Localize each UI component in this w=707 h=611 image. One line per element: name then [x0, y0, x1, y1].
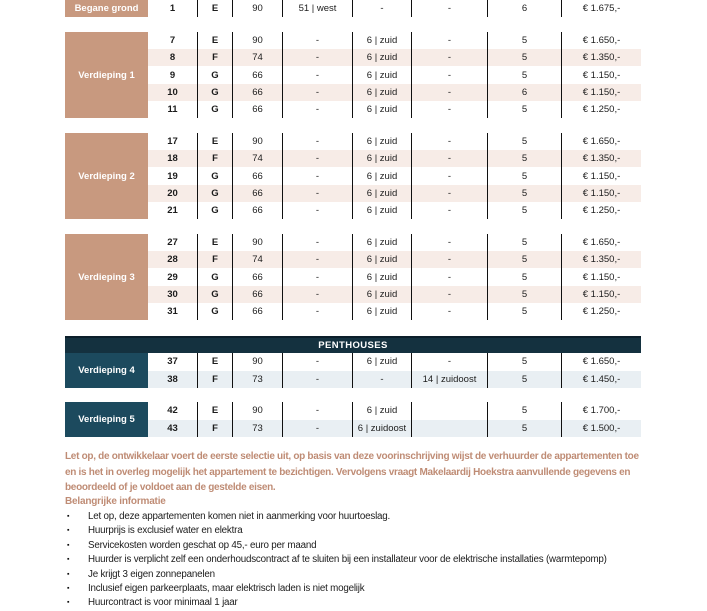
- table-cell-col4: -: [283, 202, 353, 219]
- table-cell-col7: 5: [488, 49, 562, 66]
- floor-label: Verdieping 2: [65, 133, 148, 219]
- penthouses-section-header: PENTHOUSES: [65, 336, 641, 353]
- table-cell-col5: 6 | zuid: [353, 101, 412, 118]
- bullet-marker-icon: ▪: [67, 556, 70, 564]
- table-cell-col6: -: [412, 101, 488, 118]
- table-row: [148, 286, 641, 303]
- table-cell-col6: -: [412, 150, 488, 167]
- table-cell-col4: -: [283, 185, 353, 202]
- table-cell-type: E: [198, 0, 233, 17]
- table-cell-number: 20: [148, 185, 198, 202]
- table-cell-type: E: [198, 133, 233, 150]
- table-cell-col7: 5: [488, 402, 562, 420]
- bullet-text: Servicekosten worden geschat op 45,- euro per maand: [88, 539, 317, 551]
- table-cell-number: 18: [148, 150, 198, 167]
- table-cell-col7: 5: [488, 167, 562, 184]
- table-cell-col4: -: [283, 84, 353, 101]
- selection-note: Let op, de ontwikkelaar voert de eerste selectie uit, op basis van deze voorinschrijving wijst de verhuurder de appartementen toe en is het in overleg mogelijk het appartement te bezichtigen. Vervolgens vraagt Makelaardij Hoekstra aanvullende gegevens en beoordeeld of je voldoet aan de gestelde eisen.: [65, 451, 639, 493]
- bullet-item: [65, 553, 705, 567]
- important-info-heading: Belangrijke informatie: [65, 496, 166, 507]
- table-cell-col6: -: [412, 286, 488, 303]
- table-row: [148, 185, 641, 202]
- table-cell-number: 29: [148, 268, 198, 285]
- table-cell-col4: -: [283, 371, 353, 389]
- table-cell-type: E: [198, 353, 233, 371]
- table-cell-col6: -: [412, 32, 488, 49]
- table-cell-area: 90: [233, 133, 283, 150]
- table-cell-price: € 1.150,-: [582, 86, 621, 98]
- table-cell-col5: 6 | zuid: [353, 185, 412, 202]
- bullet-text: Huurder is verplicht zelf een onderhoudscontract af te sluiten bij een installateur voor de elektrische installaties (warmtepomp): [88, 554, 607, 566]
- table-cell-col6: -: [412, 202, 488, 219]
- table-cell-number: 21: [148, 202, 198, 219]
- bullet-marker-icon: ▪: [67, 599, 70, 607]
- table-cell-number: 11: [148, 101, 198, 118]
- table-cell-number: 43: [148, 420, 198, 438]
- table-cell-number: 30: [148, 286, 198, 303]
- table-cell-price: € 1.450,-: [582, 373, 621, 385]
- table-cell-col5: 6 | zuid: [353, 150, 412, 167]
- table-cell-col5: 6 | zuid: [353, 286, 412, 303]
- table-cell-col5: 6 | zuid: [353, 32, 412, 49]
- table-cell-col4: -: [283, 402, 353, 420]
- table-cell-col4: -: [283, 49, 353, 66]
- table-cell-type: E: [198, 234, 233, 251]
- table-cell-col4: -: [283, 303, 353, 320]
- table-cell-col6: [412, 420, 488, 438]
- table-cell-col5: 6 | zuidoost: [353, 420, 412, 438]
- table-cell-type: E: [198, 402, 233, 420]
- table-row: [148, 32, 641, 49]
- table-cell-type: G: [198, 185, 233, 202]
- table-cell-price: € 1.350,-: [582, 52, 621, 64]
- table-cell-col7: 5: [488, 101, 562, 118]
- table-row: [148, 66, 641, 83]
- table-cell-type: G: [198, 167, 233, 184]
- bullet-text: Huurprijs is exclusief water en elektra: [88, 525, 243, 537]
- table-cell-col5: -: [353, 371, 412, 389]
- table-cell-price: € 1.250,-: [582, 103, 621, 115]
- table-cell-type: G: [198, 84, 233, 101]
- bullet-marker-icon: ▪: [67, 585, 70, 593]
- table-cell-type: G: [198, 268, 233, 285]
- table-cell-col5: 6 | zuid: [353, 133, 412, 150]
- table-cell-col6: -: [412, 353, 488, 371]
- table-cell-col7: 5: [488, 286, 562, 303]
- table-cell-number: 37: [148, 353, 198, 371]
- table-cell-col4: -: [283, 150, 353, 167]
- table-cell-col7: 6: [488, 0, 562, 17]
- table-cell-col7: 5: [488, 66, 562, 83]
- table-cell-price: € 1.150,-: [582, 69, 621, 81]
- floor-label: Verdieping 4: [65, 353, 148, 388]
- table-cell-area: 66: [233, 185, 283, 202]
- table-cell-price: € 1.150,-: [582, 170, 621, 182]
- table-cell-area: 73: [233, 420, 283, 438]
- table-cell-col6: -: [412, 167, 488, 184]
- important-info-list: [65, 510, 705, 611]
- table-cell-col6: [412, 402, 488, 420]
- table-cell-price: € 1.150,-: [582, 187, 621, 199]
- table-cell-col6: -: [412, 0, 488, 17]
- table-cell-col4: -: [283, 268, 353, 285]
- table-cell-col7: 5: [488, 268, 562, 285]
- table-cell-col4: -: [283, 133, 353, 150]
- table-cell-col6: -: [412, 251, 488, 268]
- table-cell-number: 9: [148, 66, 198, 83]
- table-cell-type: F: [198, 371, 233, 389]
- table-row: [148, 303, 641, 320]
- table-cell-type: G: [198, 303, 233, 320]
- floor-block-verdieping-3: [65, 234, 641, 320]
- table-cell-col4: -: [283, 66, 353, 83]
- table-cell-area: 74: [233, 251, 283, 268]
- table-cell-number: 10: [148, 84, 198, 101]
- table-cell-col5: 6 | zuid: [353, 49, 412, 66]
- bullet-item: [65, 568, 705, 582]
- table-cell-col5: 6 | zuid: [353, 66, 412, 83]
- table-cell-type: G: [198, 66, 233, 83]
- table-row: [148, 0, 641, 17]
- table-cell-type: E: [198, 32, 233, 49]
- floor-label: Begane grond: [65, 0, 148, 17]
- table-cell-col5: -: [353, 0, 412, 17]
- table-cell-col6: -: [412, 49, 488, 66]
- table-cell-col4: -: [283, 234, 353, 251]
- table-row: [148, 101, 641, 118]
- bullet-item: [65, 582, 705, 596]
- table-cell-type: G: [198, 286, 233, 303]
- table-cell-area: 66: [233, 303, 283, 320]
- table-cell-area: 66: [233, 101, 283, 118]
- table-cell-number: 28: [148, 251, 198, 268]
- table-cell-col5: 6 | zuid: [353, 353, 412, 371]
- bullet-item: [65, 539, 705, 553]
- table-cell-area: 66: [233, 84, 283, 101]
- table-cell-price: € 1.150,-: [582, 288, 621, 300]
- bullet-marker-icon: ▪: [67, 527, 70, 535]
- table-cell-area: 90: [233, 402, 283, 420]
- table-cell-col5: 6 | zuid: [353, 303, 412, 320]
- table-cell-area: 66: [233, 286, 283, 303]
- table-row: [148, 353, 641, 371]
- table-cell-price: € 1.350,-: [582, 254, 621, 266]
- table-cell-type: F: [198, 420, 233, 438]
- table-row: [148, 251, 641, 268]
- table-cell-area: 74: [233, 49, 283, 66]
- table-cell-col5: 6 | zuid: [353, 268, 412, 285]
- table-cell-price: € 1.250,-: [582, 204, 621, 216]
- table-cell-type: F: [198, 150, 233, 167]
- table-cell-area: 74: [233, 150, 283, 167]
- table-cell-area: 66: [233, 202, 283, 219]
- table-cell-type: F: [198, 251, 233, 268]
- table-cell-col7: 5: [488, 234, 562, 251]
- table-cell-type: F: [198, 49, 233, 66]
- table-row: [148, 420, 641, 438]
- floor-label: Verdieping 5: [65, 402, 148, 437]
- table-cell-col6: -: [412, 66, 488, 83]
- floor-block-verdieping-2: [65, 133, 641, 219]
- table-cell-number: 42: [148, 402, 198, 420]
- table-cell-col4: -: [283, 167, 353, 184]
- table-cell-col7: 5: [488, 303, 562, 320]
- table-cell-area: 90: [233, 353, 283, 371]
- table-row: [148, 202, 641, 219]
- table-cell-col6: 14 | zuidoost: [412, 371, 488, 389]
- bullet-text: Let op, deze appartementen komen niet in aanmerking voor huurtoeslag.: [88, 511, 391, 522]
- table-cell-col7: 5: [488, 202, 562, 219]
- table-cell-number: 31: [148, 303, 198, 320]
- table-cell-number: 7: [148, 32, 198, 49]
- table-row: [148, 133, 641, 150]
- table-cell-price: € 1.150,-: [582, 271, 621, 283]
- table-cell-price: € 1.650,-: [582, 35, 621, 47]
- table-cell-price: € 1.350,-: [582, 153, 621, 165]
- table-cell-col6: -: [412, 84, 488, 101]
- floor-block-verdieping-5: [65, 402, 641, 437]
- table-cell-col7: 5: [488, 133, 562, 150]
- table-row: [148, 371, 641, 389]
- table-cell-col7: 5: [488, 251, 562, 268]
- table-cell-area: 66: [233, 268, 283, 285]
- table-cell-col4: -: [283, 420, 353, 438]
- floor-block-verdieping-1: [65, 32, 641, 118]
- table-cell-area: 66: [233, 66, 283, 83]
- table-cell-col7: 6: [488, 84, 562, 101]
- floor-block-verdieping-4: [65, 353, 641, 388]
- table-cell-area: 90: [233, 234, 283, 251]
- table-cell-col7: 5: [488, 353, 562, 371]
- table-cell-number: 19: [148, 167, 198, 184]
- bullet-item: [65, 524, 705, 538]
- table-cell-col6: -: [412, 303, 488, 320]
- table-cell-number: 17: [148, 133, 198, 150]
- floor-block-begane-grond: [65, 0, 641, 17]
- table-cell-type: G: [198, 101, 233, 118]
- table-cell-number: 38: [148, 371, 198, 389]
- table-cell-col4: -: [283, 251, 353, 268]
- table-cell-number: 27: [148, 234, 198, 251]
- table-cell-col6: -: [412, 234, 488, 251]
- table-cell-price: € 1.700,-: [582, 405, 621, 417]
- table-row: [148, 150, 641, 167]
- table-row: [148, 84, 641, 101]
- table-cell-col4: -: [283, 32, 353, 49]
- table-row: [148, 234, 641, 251]
- floor-label: Verdieping 3: [65, 234, 148, 320]
- table-cell-price: € 1.650,-: [582, 356, 621, 368]
- table-cell-number: 8: [148, 49, 198, 66]
- table-cell-col7: 5: [488, 150, 562, 167]
- table-cell-type: G: [198, 202, 233, 219]
- table-cell-col5: 6 | zuid: [353, 202, 412, 219]
- table-cell-price: € 1.250,-: [582, 305, 621, 317]
- bullet-text: Je krijgt 3 eigen zonnepanelen: [88, 568, 215, 580]
- table-row: [148, 268, 641, 285]
- table-cell-area: 73: [233, 371, 283, 389]
- table-cell-col5: 6 | zuid: [353, 167, 412, 184]
- table-cell-col5: 6 | zuid: [353, 251, 412, 268]
- table-row: [148, 167, 641, 184]
- table-cell-col6: -: [412, 268, 488, 285]
- table-cell-col6: -: [412, 133, 488, 150]
- bullet-marker-icon: ▪: [67, 513, 70, 520]
- table-cell-price: € 1.675,-: [582, 3, 621, 14]
- bullet-marker-icon: ▪: [67, 570, 70, 578]
- table-cell-col5: 6 | zuid: [353, 402, 412, 420]
- table-cell-col7: 5: [488, 420, 562, 438]
- table-cell-col6: -: [412, 185, 488, 202]
- table-cell-col4: -: [283, 101, 353, 118]
- table-cell-area: 90: [233, 0, 283, 17]
- table-cell-col7: 5: [488, 32, 562, 49]
- bullet-item: [65, 596, 705, 610]
- table-cell-price: € 1.650,-: [582, 136, 621, 148]
- table-cell-price: € 1.650,-: [582, 237, 621, 249]
- table-cell-price: € 1.500,-: [582, 422, 621, 434]
- table-row: [148, 402, 641, 420]
- table-cell-col5: 6 | zuid: [353, 84, 412, 101]
- table-cell-area: 66: [233, 167, 283, 184]
- bullet-text: Huurcontract is voor minimaal 1 jaar: [88, 597, 238, 609]
- floor-label: Verdieping 1: [65, 32, 148, 118]
- bullet-text: Inclusief eigen parkeerplaats, maar elektrisch laden is niet mogelijk: [88, 583, 365, 595]
- table-cell-col7: 5: [488, 185, 562, 202]
- bullet-marker-icon: ▪: [67, 541, 70, 549]
- table-cell-col5: 6 | zuid: [353, 234, 412, 251]
- bullet-item: [65, 510, 705, 524]
- table-cell-col4: 51 | west: [283, 0, 353, 17]
- table-cell-area: 90: [233, 32, 283, 49]
- table-cell-number: 1: [148, 0, 198, 17]
- table-cell-col4: -: [283, 286, 353, 303]
- table-row: [148, 49, 641, 66]
- table-cell-col4: -: [283, 353, 353, 371]
- table-cell-col7: 5: [488, 371, 562, 389]
